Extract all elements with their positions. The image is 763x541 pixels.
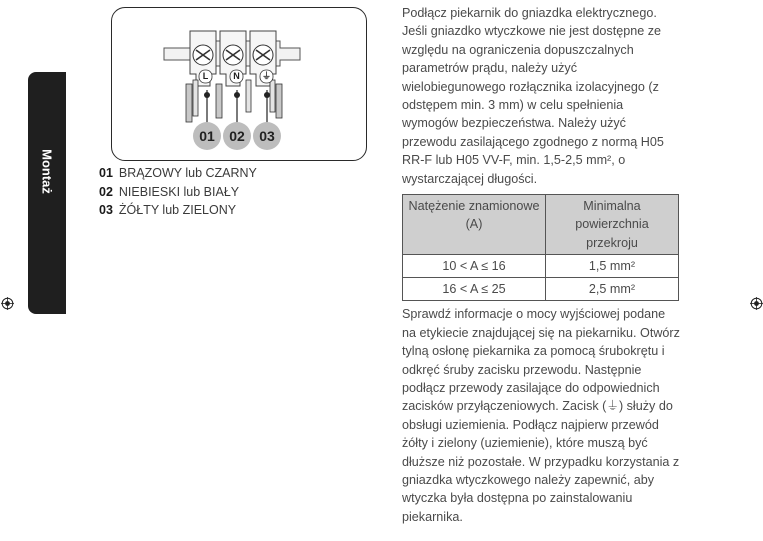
cable-spec-table bbox=[402, 194, 679, 301]
legend-item bbox=[99, 164, 257, 183]
intro-paragraph: Podłącz piekarnik do gniazdka elektrycznego. Jeśli gniazdko wtyczkowe nie jest dostępne ze względu na ograniczenia dopuszczalnych parametrów prądu, należy użyć wielobiegunowego rozłącznika izolacyjnego (z odstępem min. 3 mm) w celu spełnienia wymogów bezpieczeństwa. Należy użyć przewodu zasilającego zgodnego z normą H05 RR-F lub H05 VV-F, min. 1,5-2,5 mm², o wystarczającej długości. bbox=[402, 6, 664, 186]
legend-text: ŻÓŁTY lub ZIELONY bbox=[118, 203, 237, 217]
table-cell: 1,5 mm² bbox=[546, 255, 679, 278]
legend-text: BRĄZOWY lub CZARNY bbox=[118, 166, 257, 180]
table-cell: 10 < A ≤ 16 bbox=[403, 255, 546, 278]
callout-03: 03 bbox=[259, 128, 275, 144]
table-row bbox=[403, 278, 679, 301]
section-side-tab-label: Montaż bbox=[39, 149, 55, 194]
callout-02: 02 bbox=[229, 128, 245, 144]
wire-color-legend bbox=[99, 164, 257, 220]
body-paragraph: Sprawdź informacje o mocy wyjściowej podane na etykiecie znajdującej się na piekarniku. Otwórz tylną osłonę piekarnika za pomocą śrubokrętu i odkręć śruby zacisku przewodu. Następnie podłącz przewody zasilające do odpowiednich zacisków przyłączeniowych. Zacisk (⏚) służy do obsługi uziemienia. Podłącz najpierw przewód żółty i zielony (uziemienie), które muszą być dłuższe niż pozostałe. W przypadku korzystania z gniazdka wtyczkowego należy zapewnić, aby wtyczka była dostępna po zainstalowaniu piekarnika. bbox=[402, 307, 680, 524]
legend-text: NIEBIESKI lub BIAŁY bbox=[118, 184, 240, 199]
legend-item bbox=[99, 201, 257, 220]
table-cell: 2,5 mm² bbox=[546, 278, 679, 301]
terminal-label-ground: ⏚ bbox=[261, 71, 271, 81]
legend-number: 03 bbox=[99, 203, 113, 217]
legend-number: 01 bbox=[99, 166, 113, 180]
registration-mark-right-icon bbox=[750, 297, 763, 310]
legend-number: 02 bbox=[99, 184, 113, 199]
callout-01: 01 bbox=[199, 128, 215, 144]
registration-mark-left-icon bbox=[1, 297, 14, 310]
wiring-diagram bbox=[111, 7, 367, 161]
terminal-label-n: N bbox=[233, 71, 240, 81]
section-side-tab bbox=[28, 72, 66, 314]
column-header-cross-section: Minimalna powierzchnia przekroju bbox=[546, 195, 679, 255]
table-row bbox=[403, 255, 679, 278]
instructions-column bbox=[402, 4, 682, 526]
legend-item bbox=[99, 183, 257, 202]
table-header-row bbox=[403, 195, 679, 255]
column-header-rating: Natężenie znamionowe (A) bbox=[403, 195, 546, 255]
table-cell: 16 < A ≤ 25 bbox=[403, 278, 546, 301]
terminal-label-l: L bbox=[202, 71, 209, 81]
